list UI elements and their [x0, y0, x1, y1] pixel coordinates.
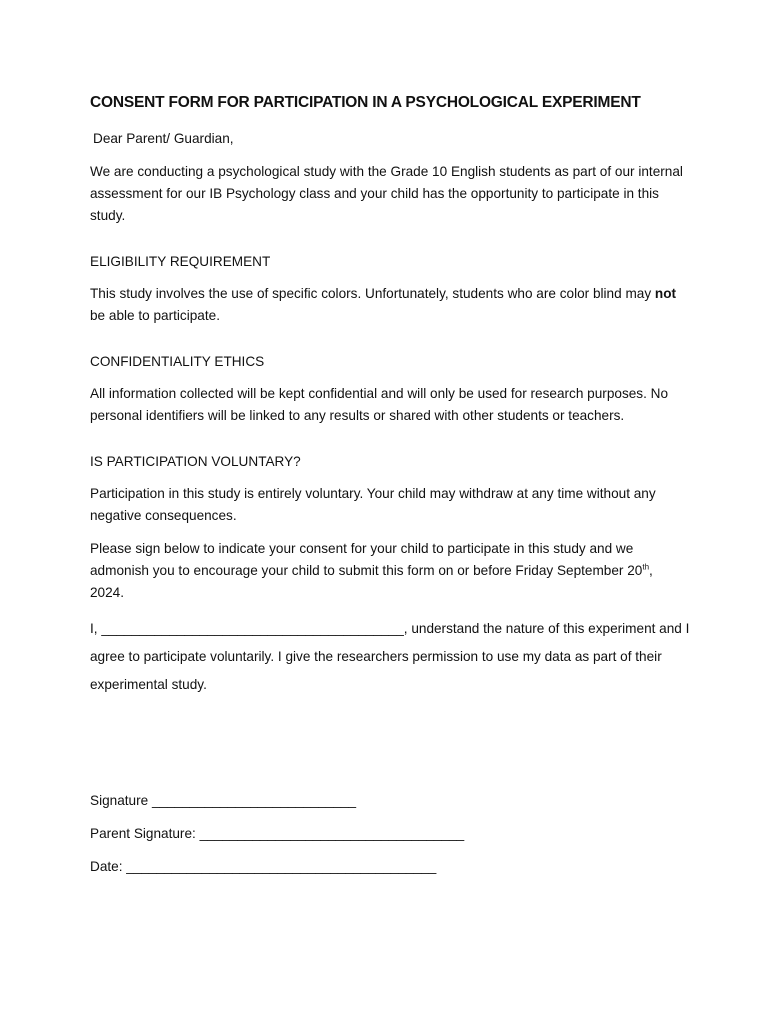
page-title: CONSENT FORM FOR PARTICIPATION IN A PSYCHOLOGICAL EXPERIMENT — [90, 94, 641, 111]
signature-label: Signature — [90, 793, 152, 808]
agreement-paragraph — [90, 615, 690, 699]
voluntary-heading: IS PARTICIPATION VOLUNTARY? — [90, 454, 301, 469]
parent-signature-row — [90, 823, 690, 845]
intro-paragraph: We are conducting a psychological study with the Grade 10 English students as part of our internal assessment for our IB Psychology class and your child has the opportunity to participate in this study. — [90, 164, 683, 223]
confidentiality-paragraph: All information collected will be kept confidential and will only be used for research purposes. No personal identifiers will be linked to any results or shared with other students or teachers. — [90, 386, 669, 423]
signature-field[interactable]: ___________________________ — [151, 793, 357, 808]
parent-signature-field[interactable]: ___________________________________ — [199, 826, 465, 841]
date-row — [90, 856, 690, 878]
eligibility-text-end: be able to participate. — [90, 308, 220, 323]
consent-form — [90, 94, 690, 889]
voluntary-paragraph: Participation in this study is entirely voluntary. Your child may withdraw at any time without any negative consequences. — [90, 486, 656, 523]
salutation: Dear Parent/ Guardian, — [93, 131, 234, 146]
spacer — [90, 710, 690, 790]
eligibility-emphasis: not — [654, 286, 677, 301]
parent-signature-label: Parent Signature: — [90, 826, 200, 841]
agreement-prefix: I, — [90, 621, 102, 636]
name-blank-field[interactable]: ________________________________________ — [101, 621, 404, 636]
consent-request-text-end: , 2024. — [90, 563, 653, 600]
date-superscript: th — [642, 562, 650, 572]
consent-request-paragraph — [90, 538, 690, 604]
eligibility-heading: ELIGIBILITY REQUIREMENT — [90, 254, 271, 269]
date-label: Date: — [90, 859, 127, 874]
agreement-text: , understand the nature of this experiment and I agree to participate voluntarily. I give the researchers permission to use my data as part of their experimental study. — [90, 621, 690, 692]
consent-request-text: Please sign below to indicate your consent for your child to participate in this study and we admonish you to encourage your child to submit this form on or before Friday September 20 — [90, 541, 643, 578]
eligibility-text: This study involves the use of specific colors. Unfortunately, students who are color blind may — [90, 286, 655, 301]
confidentiality-heading: CONFIDENTIALITY ETHICS — [90, 354, 265, 369]
eligibility-paragraph — [90, 283, 690, 327]
signature-row — [90, 790, 690, 812]
date-field[interactable]: _________________________________________ — [126, 859, 437, 874]
